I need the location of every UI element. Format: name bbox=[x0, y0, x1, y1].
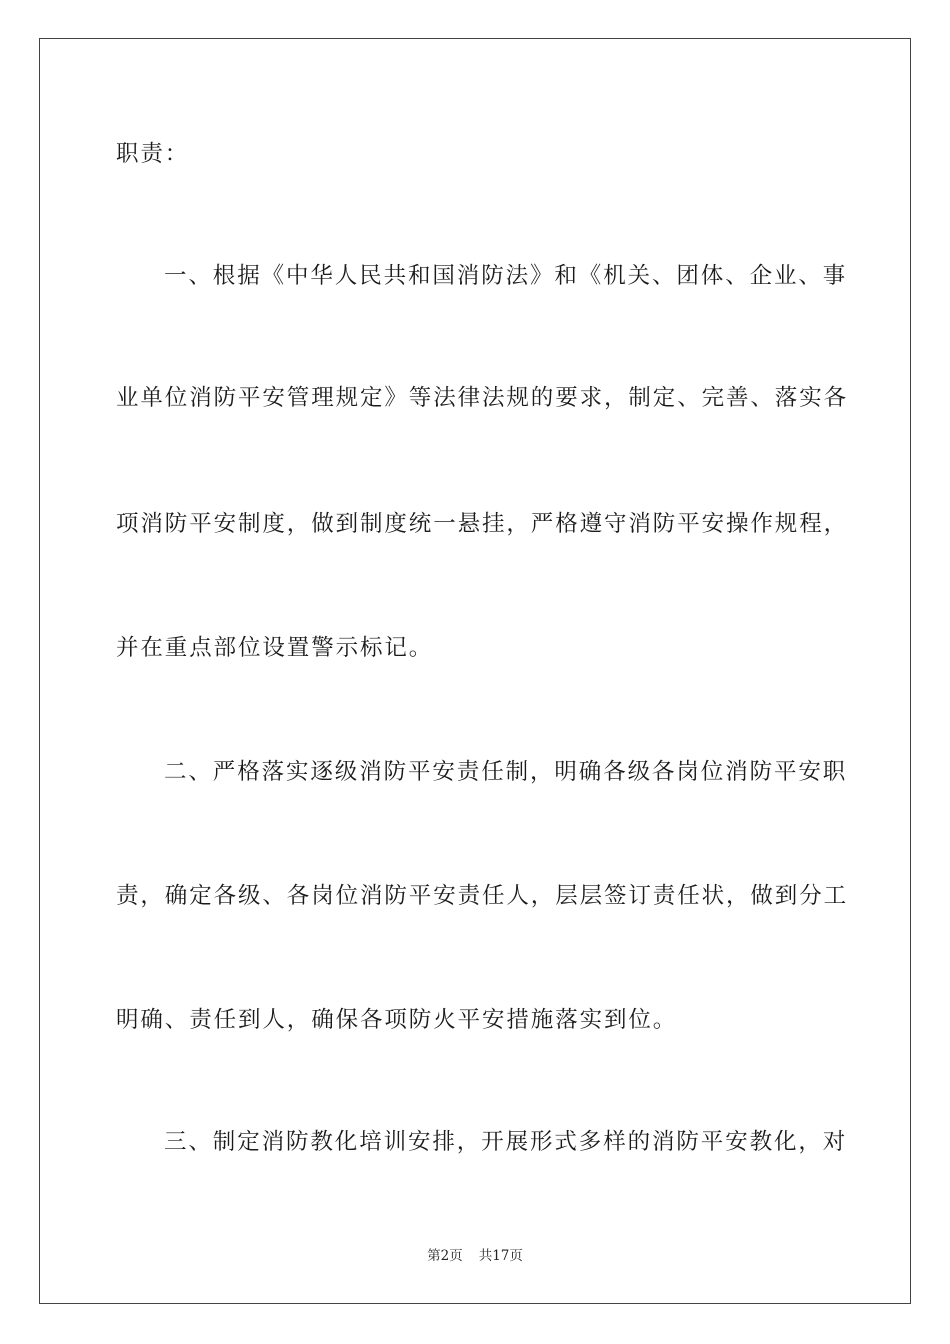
paragraph-line: 项消防平安制度，做到制度统一悬挂，严格遵守消防平安操作规程， bbox=[116, 511, 849, 537]
paragraph-line: 责，确定各级、各岗位消防平安责任人，层层签订责任状，做到分工 bbox=[116, 883, 849, 909]
page-border bbox=[39, 38, 911, 1304]
page-footer bbox=[0, 1247, 950, 1265]
paragraph-line: 业单位消防平安管理规定》等法律法规的要求，制定、完善、落实各 bbox=[116, 385, 849, 411]
paragraph-line: 一、根据《中华人民共和国消防法》和《机关、团体、企业、事 bbox=[164, 263, 848, 289]
page-number: 第2页 bbox=[427, 1248, 463, 1264]
page-total: 共17页 bbox=[478, 1248, 523, 1264]
paragraph-line: 二、严格落实逐级消防平安责任制，明确各级各岗位消防平安职 bbox=[164, 759, 848, 785]
paragraph-line: 职责： bbox=[116, 141, 190, 167]
paragraph-line: 三、制定消防教化培训安排，开展形式多样的消防平安教化，对 bbox=[164, 1129, 848, 1155]
paragraph-line: 明确、责任到人，确保各项防火平安措施落实到位。 bbox=[116, 1007, 678, 1033]
paragraph-line: 并在重点部位设置警示标记。 bbox=[116, 635, 434, 661]
